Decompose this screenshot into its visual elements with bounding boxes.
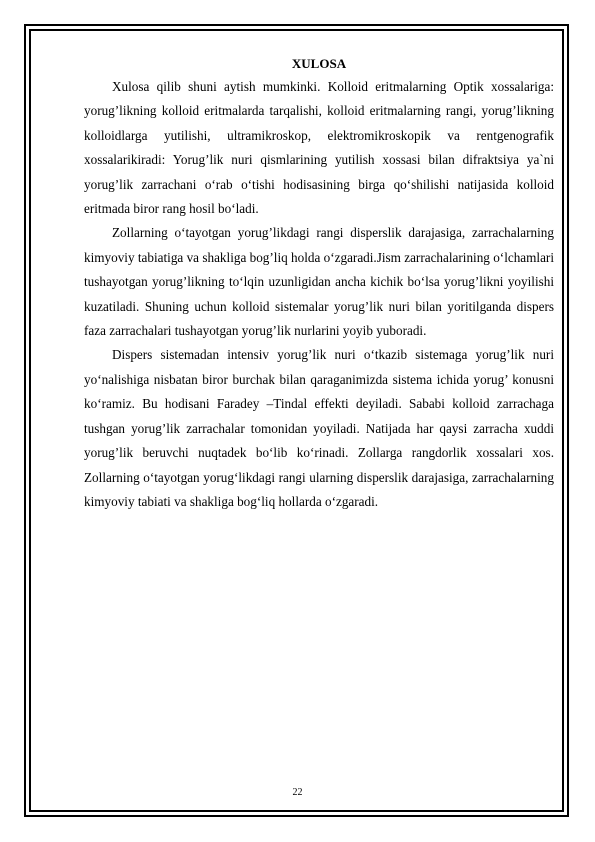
paragraph-1: Xulosa qilib shuni aytish mumkinki. Kolloid eritmalarning Optik xossalariga: yorug’likning kolloid eritmalarda tarqalishi, kolloid eritmalarning rangi, yorug’likning kolloidlarga yutilishi, ultramikroskop, elektromikroskopik va rentgenografik xossalarikiradi: Yorug’lik nuri qismlarining yutilish xossasi bilan difraktsiya ya`ni yorug’lik zarrachani o‘rab o‘tishi hodisasining birga qo‘shilishi natijasida kolloid eritmada biror rang hosil bo‘ladi. — [84, 79, 554, 217]
paragraph-3: Dispers sistemadan intensiv yorug’lik nuri o‘tkazib sistemaga yorug’lik nuri yo‘nalishiga nisbatan biror burchak bilan qaraganimizda sistema ichida yorug’ konusni ko‘ramiz. Bu hodisani Faradey –Tindal effekti deyiladi. Sababi kolloid zarrachaga tushgan yorug’lik zarrachalar tomonidan yoyiladi. Natijada har qaysi zarracha xuddi yorug’lik beruvchi nuqtadek bo‘lib ko‘rinadi. Zollarga rangdorlik xossalari xos. Zollarning o‘tayotgan yorug‘likdagi rangi ularning disperslik darajasiga, zarrachalarning kimyoviy tabiati va shakliga bog‘liq hollarda o‘zgaradi. — [84, 347, 554, 509]
document-body — [84, 56, 554, 514]
page-number: 22 — [292, 787, 303, 798]
paragraph-2: Zollarning o‘tayotgan yorug’likdagi rangi disperslik darajasiga, zarrachalarning kimyoviy tabiatiga va shakliga bog’liq holda o‘zgaradi.Jism zarrachalarining o‘lchamlari tushayotgan yorug’likning to‘lqin uzunligidan ancha kichik bo‘lsa yorug’likni yoyilishi kuzatiladi. Shuning uchun kolloid sistemalar yorug’lik nuri bilan yoritilganda dispers faza zarrachalari tushayotgan yorug’lik nurlarini yoyib yuboradi. — [84, 225, 554, 339]
page-title: XULOSA — [291, 56, 347, 71]
